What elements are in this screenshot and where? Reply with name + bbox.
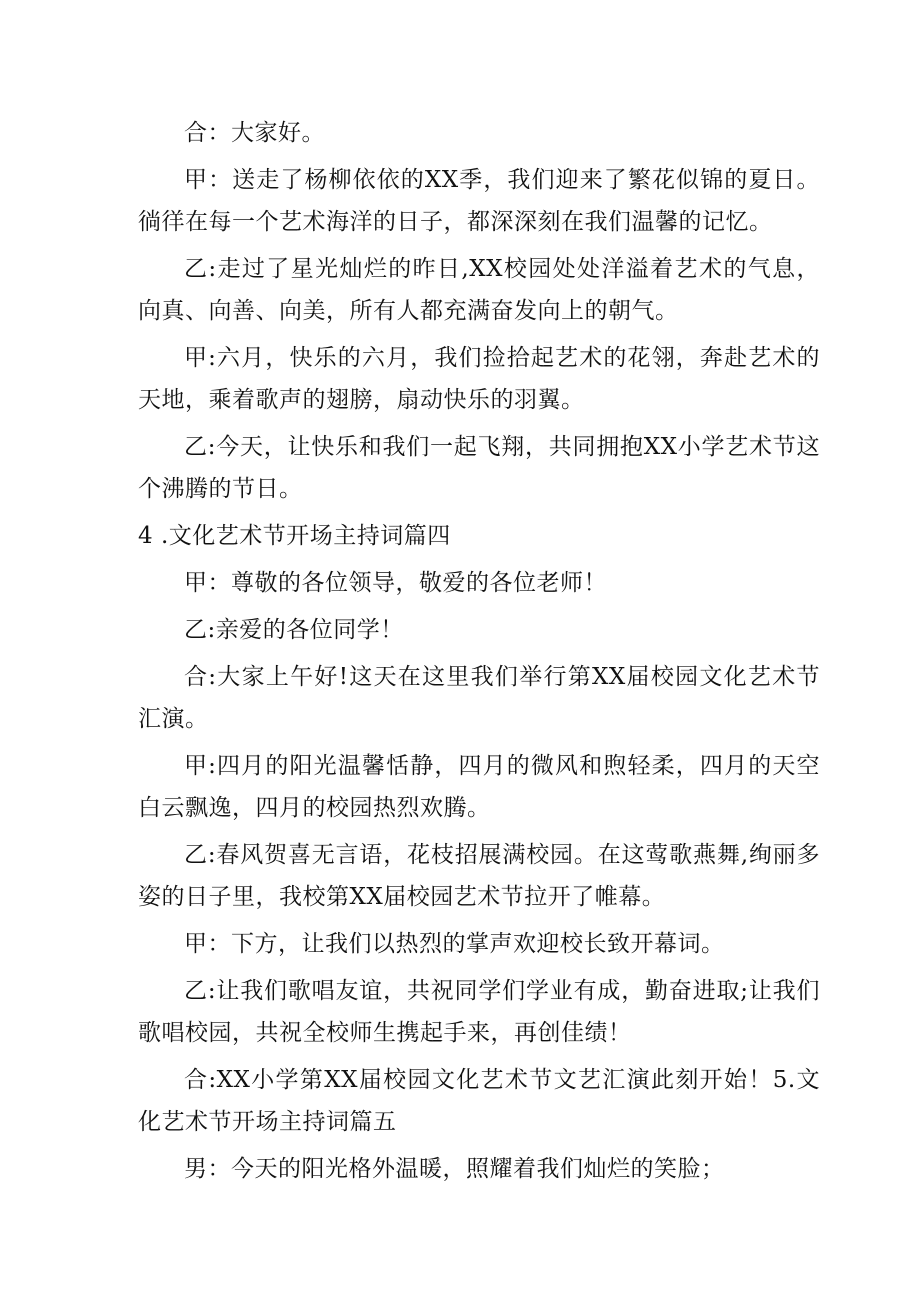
paragraph: 合:XX小学第XX届校园文化艺术节文艺汇演此刻开始！5.文化艺术节开场主持词篇五	[138, 1067, 820, 1135]
paragraph: 合：大家好。	[184, 120, 325, 146]
paragraph: 男：今天的阳光格外温暖，照耀着我们灿烂的笑脸；	[184, 1156, 725, 1182]
paragraph: 乙:让我们歌唱友谊，共祝同学们学业有成，勤奋进取;让我们歌唱校园，共祝全校师生携起手来，再创佳绩！	[138, 978, 820, 1046]
paragraph: 甲:六月，快乐的六月，我们捡拾起艺术的花翎，奔赴艺术的天地，乘着歌声的翅膀，扇动快乐的羽翼。	[138, 345, 820, 413]
paragraph: 乙:春风贺喜无言语，花枝招展满校园。在这莺歌燕舞,绚丽多姿的日子里，我校第XX届校园艺术节拉开了帷幕。	[138, 842, 820, 910]
paragraph: 乙:走过了星光灿烂的昨日,XX校园处处洋溢着艺术的气息，向真、向善、向美，所有人都充满奋发向上的朝气。	[138, 256, 820, 324]
paragraph: 乙:今天，让快乐和我们一起飞翔，共同拥抱XX小学艺术节这个沸腾的节日。	[138, 434, 820, 502]
section-heading: 4 .文化艺术节开场主持词篇四	[138, 523, 451, 549]
paragraph: 甲：尊敬的各位领导，敬爱的各位老师！	[184, 570, 607, 596]
paragraph: 乙:亲爱的各位同学！	[184, 617, 404, 643]
paragraph: 合:大家上午好!这天在这里我们举行第XX届校园文化艺术节汇演。	[138, 664, 820, 732]
paragraph: 甲：下方，让我们以热烈的掌声欢迎校长致开幕词。	[184, 931, 725, 957]
paragraph: 甲：送走了杨柳依依的XX季，我们迎来了繁花似锦的夏日。徜徉在每一个艺术海洋的日子，都深深刻在我们温馨的记忆。	[138, 167, 820, 235]
paragraph: 甲:四月的阳光温馨恬静，四月的微风和煦轻柔，四月的天空白云飘逸，四月的校园热烈欢腾。	[138, 753, 820, 821]
